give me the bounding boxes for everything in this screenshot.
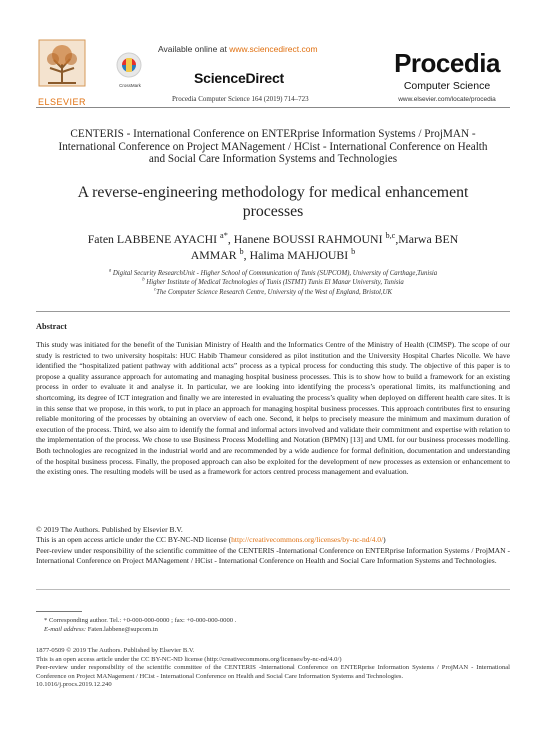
header-divider — [36, 107, 510, 108]
email-line: E-mail address: Faten.labbene@supcom.tn — [44, 625, 158, 633]
copyright-block — [36, 525, 510, 566]
conference-line-3: and Social Care Information Systems and Technologies — [148, 153, 398, 165]
journal-reference: Procedia Computer Science 164 (2019) 714–723 — [172, 95, 309, 103]
elsevier-wordmark: ELSEVIER — [37, 97, 87, 107]
abstract-body: This study was initiated for the benefit of the Tunisian Ministry of Health and the Informatics Centre of the Ministry of Health (CIMSP). The scope of our study is restricted to two university hospitals: HUC Habib Thameur considered as pilot institution and the University Hospital Charles Nicolle. We have identified the “hospitalized patient pathway with additional acts” process as a typical process for conducting this study. The objective of this paper is to propose a quality assurance approach for automating and managing hospital business processes. This is to show how to build a framework for an existing process in order to evaluate it and analyse it. In particular, we are looking into identifying the process’s operational limits, its malfunctioning and shortcoming, its degree of ICT integration and finally we are interested in evaluating the process’s quality when deployed on different health care sites. It is in this sense that we propose, in this work, to put in place an approach for managing hospital business processes. This approach contributes first to ensuring reliable monitoring of the processes by obtaining an overview of each one. Second, it helps to precisely measure the minimum and maximum duration of execution of the process. Third, we also aim to identify the formal and informal actors involved and validate their commitment and expertise with relation to the implementation of the process. We chose to use Business Process Modelling and Notation (BPMN) [13] and UML for our business processes modelling. Both technologies are recognized in the industrial world and are recommended by a wide audience for formal definition, documentation and understanding of the hospital business process. Finally, the proposed approach can also be exploited for the development of new processes as extension or enhancement to the existing ones. The resulting models will be used as a framework for actors centred process management and evaluation. — [36, 340, 510, 477]
authors-line-1: Faten LABBENE AYACHI $^{a*}$, Hanene BOUSSI RAHMOUNI $^{b,c}$,Marwa BEN — [87, 231, 459, 246]
bottom-license-line: This is an open access article under the CC BY-NC-ND license (http://creativecommons.org/licenses/by-nc-nd/4.0/) — [36, 655, 342, 663]
bottom-peer-review: Peer-review under responsibility of the scientific committee of the CENTERIS -International Conference on ENTERprise Information Systems / ProjMAN - International Conference on Project MANagement / HCist - International Conference on Health and Social Care Information Systems and Technologies. — [36, 664, 510, 680]
crossmark-icon — [116, 52, 142, 78]
affiliations-block — [20, 269, 526, 297]
elsevier-logo — [36, 38, 88, 107]
affiliation-b: $^b$ Higher Institute of Medical Technologies of Tunis (ISTMT) Tunis El Manar University, Tunisia — [142, 278, 404, 287]
peer-review-line: Peer-review under responsibility of the scientific committee of the CENTERIS -International Conference on ENTERprise Information Systems / ProjMAN - International Conference on Project MANagement / HCist - International Conference on Health and Social Care Information Systems and Technologies. — [36, 545, 510, 565]
bottom-license-url[interactable]: http://creativecommons.org/licenses/by-nc-nd/4.0/ — [206, 655, 340, 663]
corresponding-author: * Corresponding author. Tel.: +0-000-000-0000 ; fax: +0-000-000-0000 . — [44, 617, 237, 624]
copyright-line: © 2019 The Authors. Published by Elsevier B.V. — [36, 525, 183, 534]
abstract-heading: Abstract — [36, 322, 67, 331]
procedia-logo — [384, 50, 510, 103]
affiliation-a: $^a$ Digital Security ResearchUnit - Higher School of Communication of Tunis (SUPCOM), University of Carthage,Tunisia — [108, 268, 438, 277]
crossmark-label: CrossMark — [119, 83, 141, 88]
authors-line-2: AMMAR $^b$, Halima MAHJOUBI $^b$ — [190, 246, 356, 262]
footnote-block — [44, 617, 504, 634]
available-online-line — [158, 44, 318, 54]
procedia-url[interactable]: www.elsevier.com/locate/procedia — [398, 96, 496, 103]
email-address[interactable]: Faten.labbene@supcom.tn — [86, 625, 158, 633]
issn-line: 1877-0509 © 2019 The Authors. Published by Elsevier B.V. — [36, 647, 195, 654]
paper-title-line-2: processes — [242, 203, 304, 220]
paper-title — [20, 183, 526, 221]
sciencedirect-url-link[interactable]: www.sciencedirect.com — [229, 44, 318, 54]
elsevier-tree-icon — [36, 38, 88, 90]
conference-line-2: International Conference on Project MANagement / HCist - International Conference on Health — [58, 140, 488, 153]
doi-line[interactable]: 10.1016/j.procs.2019.12.240 — [36, 681, 112, 688]
affiliation-c: $^c$The Computer Science Research Centre, University of the West of England, Bristol,UK — [153, 287, 393, 296]
procedia-title: Procedia — [394, 48, 500, 78]
available-online-prefix: Available online at — [158, 44, 230, 54]
footnote-short-rule — [36, 611, 82, 612]
crossmark-badge[interactable] — [116, 52, 144, 86]
paper-title-line-1: A reverse-engineering methodology for medical enhancement — [77, 184, 469, 201]
abstract-top-rule — [36, 311, 510, 312]
authors-block — [20, 232, 526, 263]
sciencedirect-title: ScienceDirect — [194, 70, 285, 86]
conference-line-1: CENTERIS - International Conference on ENTERprise Information Systems / ProjMAN - — [70, 128, 476, 140]
license-url-link[interactable]: http://creativecommons.org/licenses/by-nc-nd/4.0/ — [231, 535, 384, 545]
license-line: This is an open access article under the CC BY-NC-ND license (http://creativecommons.org/licenses/by-nc-nd/4.0/) — [36, 535, 386, 545]
conference-block — [20, 128, 526, 166]
bottom-block — [36, 647, 510, 690]
footnote-separator — [36, 589, 510, 590]
procedia-subtitle: Computer Science — [403, 80, 491, 92]
